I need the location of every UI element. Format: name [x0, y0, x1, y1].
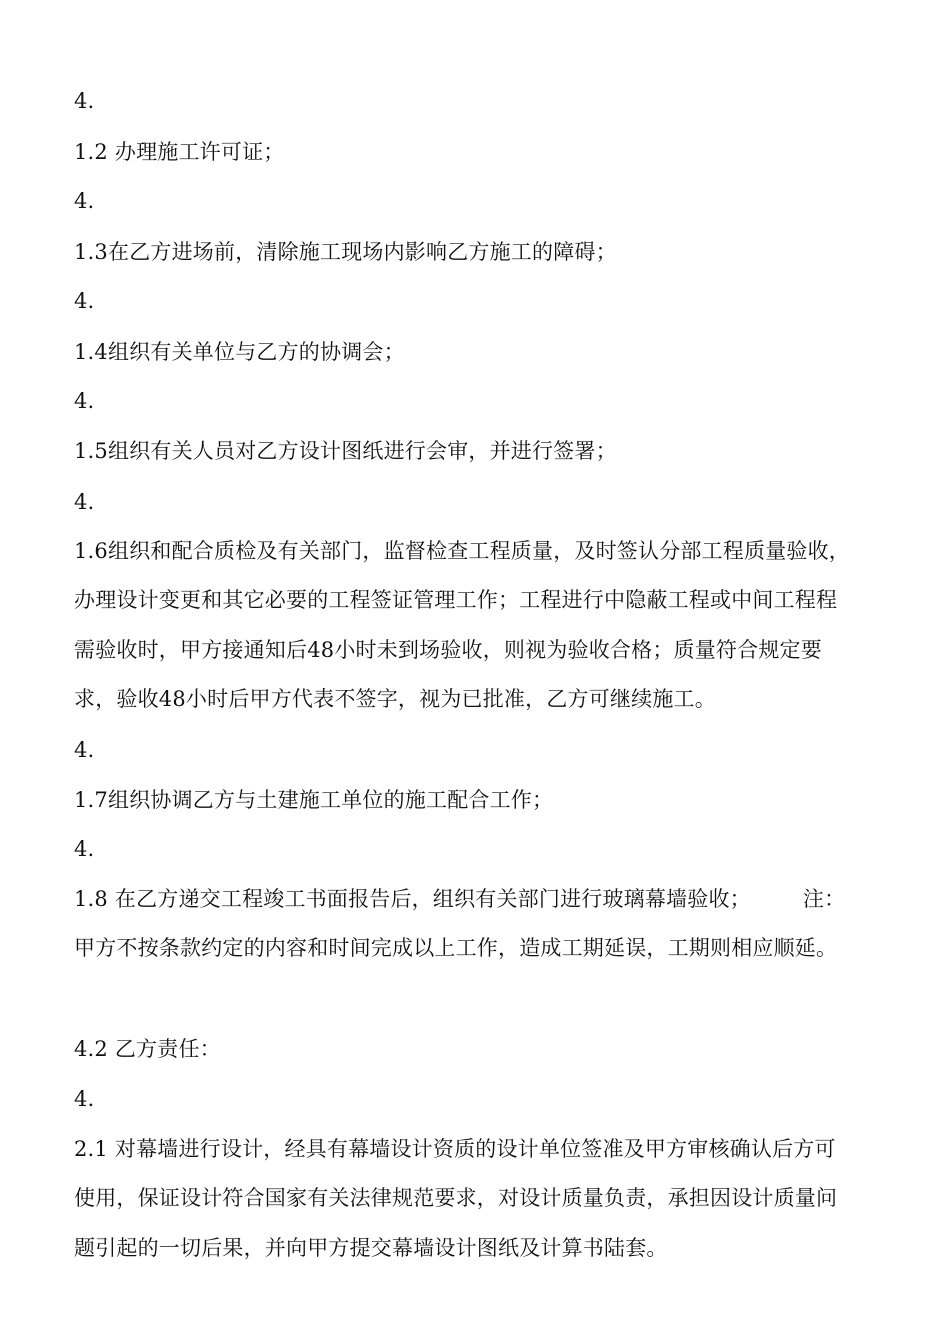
- text-line: 1.6组织和配合质检及有关部门，监督检查工程质量，及时签认分部工程质量验收，: [74, 539, 850, 563]
- text-line: 4.: [74, 389, 95, 413]
- text-line: 4.: [74, 738, 95, 762]
- text-line: 使用，保证设计符合国家有关法律规范要求，对设计质量负责，承担因设计质量问: [74, 1186, 838, 1210]
- text-line: 1.2 办理施工许可证；: [74, 140, 285, 164]
- text-line: 办理设计变更和其它必要的工程签证管理工作；工程进行中隐蔽工程或中间工程程: [74, 588, 838, 612]
- text-line: 1.4组织有关单位与乙方的协调会；: [74, 340, 405, 364]
- text-line: 4.: [74, 1087, 95, 1111]
- note-label: 注：: [802, 887, 846, 911]
- section-heading: 4.2 乙方责任：: [74, 1037, 221, 1061]
- text-line: 4.: [74, 89, 95, 113]
- text-line: 1.7组织协调乙方与土建施工单位的施工配合工作；: [74, 788, 554, 812]
- text-line: 2.1 对幕墙进行设计，经具有幕墙设计资质的设计单位签准及甲方审核确认后方可: [74, 1137, 836, 1161]
- text-line: 求，验收48小时后甲方代表不签字，视为已批准，乙方可继续施工。: [74, 687, 716, 711]
- text-line: 4.: [74, 189, 95, 213]
- text-line: 题引起的一切后果，并向甲方提交幕墙设计图纸及计算书陆套。: [74, 1236, 668, 1260]
- text-line: 甲方不按条款约定的内容和时间完成以上工作，造成工期延误，工期则相应顺延。: [74, 936, 838, 960]
- clause-text: 1.8 在乙方递交工程竣工书面报告后，组织有关部门进行玻璃幕墙验收；: [74, 887, 751, 911]
- text-line: 1.3在乙方进场前，清除施工现场内影响乙方施工的障碍；: [74, 240, 617, 264]
- text-line: 1.5组织有关人员对乙方设计图纸进行会审，并进行签署；: [74, 439, 617, 463]
- text-line: 4.: [74, 490, 95, 514]
- text-line: [74, 886, 894, 912]
- text-line: 需验收时，甲方接通知后48小时未到场验收，则视为验收合格；质量符合规定要: [74, 638, 822, 662]
- text-line: 4.: [74, 289, 95, 313]
- text-line: 4.: [74, 837, 95, 861]
